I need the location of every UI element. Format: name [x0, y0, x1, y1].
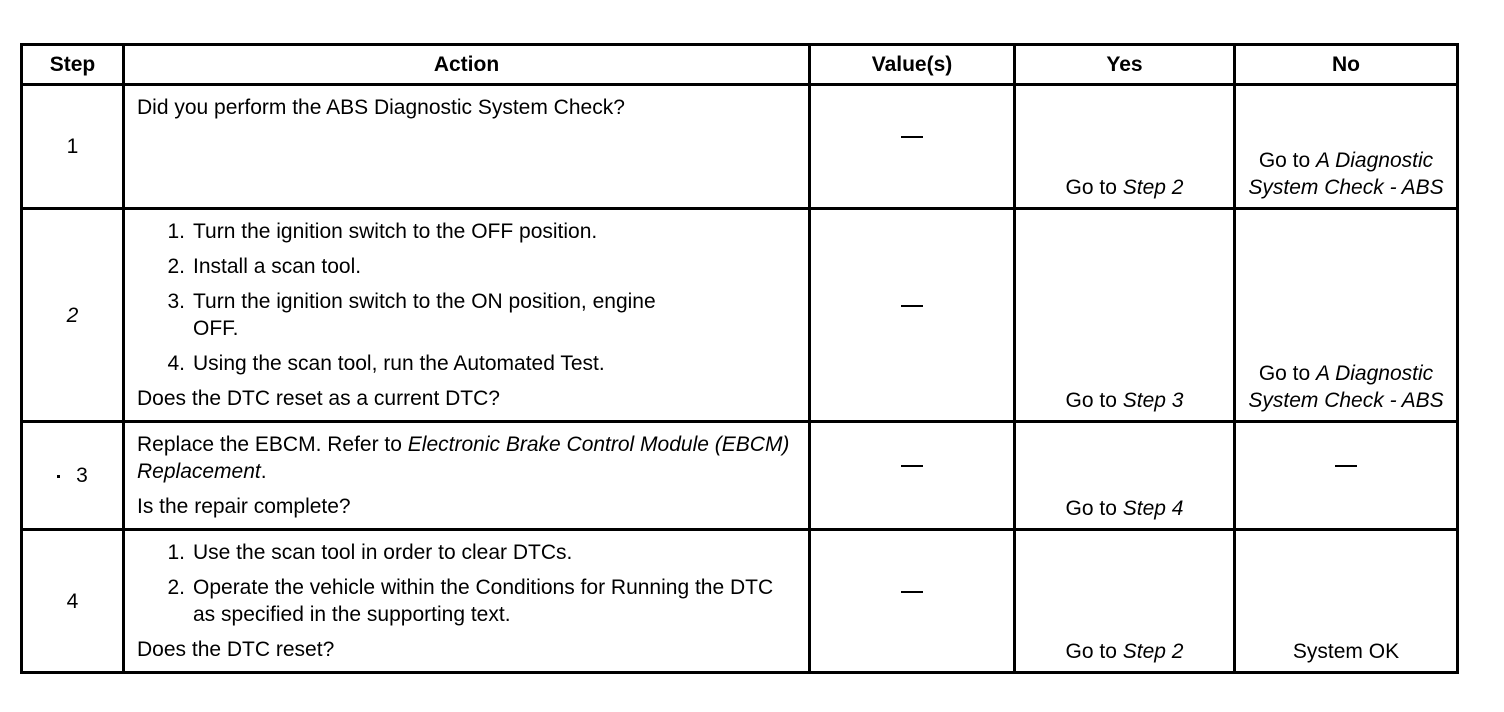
value-cell: [810, 85, 1015, 209]
list-item-text: Install a scan tool.: [193, 255, 362, 278]
step-number-text: 4: [66, 589, 79, 613]
action-text-suffix: .: [260, 460, 267, 483]
list-item: [137, 253, 798, 280]
yes-prefix: Go to: [1065, 176, 1123, 199]
header-no: No: [1235, 45, 1458, 85]
ebcm-replacement-link[interactable]: Electronic Brake Control Module (EBCM) Replacement: [137, 433, 790, 483]
step-number: [22, 85, 124, 209]
action-text: [137, 431, 798, 485]
list-item-number: 4.: [167, 352, 185, 375]
list-item-number: 2.: [167, 255, 185, 278]
header-action: Action: [124, 45, 810, 85]
yes-prefix: Go to: [1065, 497, 1123, 520]
no-dash: [1335, 465, 1357, 467]
list-item-number: 1.: [167, 220, 185, 243]
value-cell: [810, 530, 1015, 673]
action-cell: [124, 530, 810, 673]
action-question: Is the repair complete?: [137, 495, 351, 518]
no-cell: [1235, 530, 1458, 673]
list-item: [137, 288, 798, 342]
no-cell: [1235, 209, 1458, 422]
action-question: Does the DTC reset?: [137, 638, 335, 661]
stray-mark: [57, 475, 60, 478]
step-number-text: 1: [66, 135, 79, 158]
no-diagnostic-link[interactable]: A Diagnostic System Check - ABS: [1248, 362, 1444, 412]
header-step: Step: [22, 45, 124, 85]
list-item-number: 2.: [167, 576, 185, 599]
list-item-text: Using the scan tool, run the Automated Test.: [193, 352, 605, 375]
step-number: [22, 530, 124, 673]
step-number: [22, 422, 124, 530]
yes-step-link[interactable]: Step 2: [1122, 176, 1184, 199]
yes-step-link[interactable]: Step 3: [1122, 389, 1184, 412]
list-item: [137, 350, 798, 377]
value-dash: [901, 591, 923, 593]
yes-step-link[interactable]: Step 4: [1122, 497, 1184, 520]
step-number: [22, 209, 124, 422]
list-item: [137, 218, 798, 245]
yes-prefix: Go to: [1065, 640, 1123, 663]
step-number-text: 2: [66, 303, 79, 327]
no-prefix: Go to: [1258, 362, 1317, 385]
header-values: Value(s): [810, 45, 1015, 85]
list-item: [137, 574, 798, 628]
table-row: [22, 85, 1458, 209]
list-item-number: 3.: [167, 290, 185, 313]
no-diagnostic-link[interactable]: A Diagnostic System Check - ABS: [1248, 149, 1444, 199]
table-row: [22, 530, 1458, 673]
header-yes: Yes: [1015, 45, 1235, 85]
action-question: Did you perform the ABS Diagnostic System Check?: [137, 96, 625, 119]
header-row: [22, 45, 1458, 85]
value-cell: [810, 422, 1015, 530]
no-prefix: Go to: [1258, 149, 1317, 172]
yes-step-link[interactable]: Step 2: [1122, 640, 1184, 663]
no-cell: [1235, 85, 1458, 209]
table-row: [22, 422, 1458, 530]
yes-prefix: Go to: [1065, 389, 1123, 412]
action-steps-list: [137, 539, 798, 628]
yes-cell: [1015, 209, 1235, 422]
value-dash: [901, 465, 923, 467]
action-text-prefix: Replace the EBCM. Refer to: [137, 433, 408, 456]
list-item-number: 1.: [167, 541, 185, 564]
action-cell: [124, 85, 810, 209]
list-item-text: Turn the ignition switch to the OFF position.: [193, 220, 598, 243]
action-cell: [124, 422, 810, 530]
yes-cell: [1015, 530, 1235, 673]
value-dash: [901, 305, 923, 307]
action-steps-list: [137, 218, 798, 377]
table-row: [22, 209, 1458, 422]
diagnostic-table: [20, 43, 1459, 674]
no-cell: [1235, 422, 1458, 530]
list-item-text: Use the scan tool in order to clear DTCs.: [193, 541, 573, 564]
list-item-text: Turn the ignition switch to the ON position, engine OFF.: [193, 290, 656, 340]
yes-cell: [1015, 422, 1235, 530]
action-cell: [124, 209, 810, 422]
value-dash: [901, 136, 923, 138]
list-item: [137, 539, 798, 566]
yes-cell: [1015, 85, 1235, 209]
no-result: System OK: [1292, 640, 1400, 663]
step-number-text: 3: [76, 464, 88, 487]
action-question: Does the DTC reset as a current DTC?: [137, 387, 500, 410]
list-item-text: Operate the vehicle within the Conditions for Running the DTC as specified in the supporting text.: [193, 576, 774, 626]
value-cell: [810, 209, 1015, 422]
